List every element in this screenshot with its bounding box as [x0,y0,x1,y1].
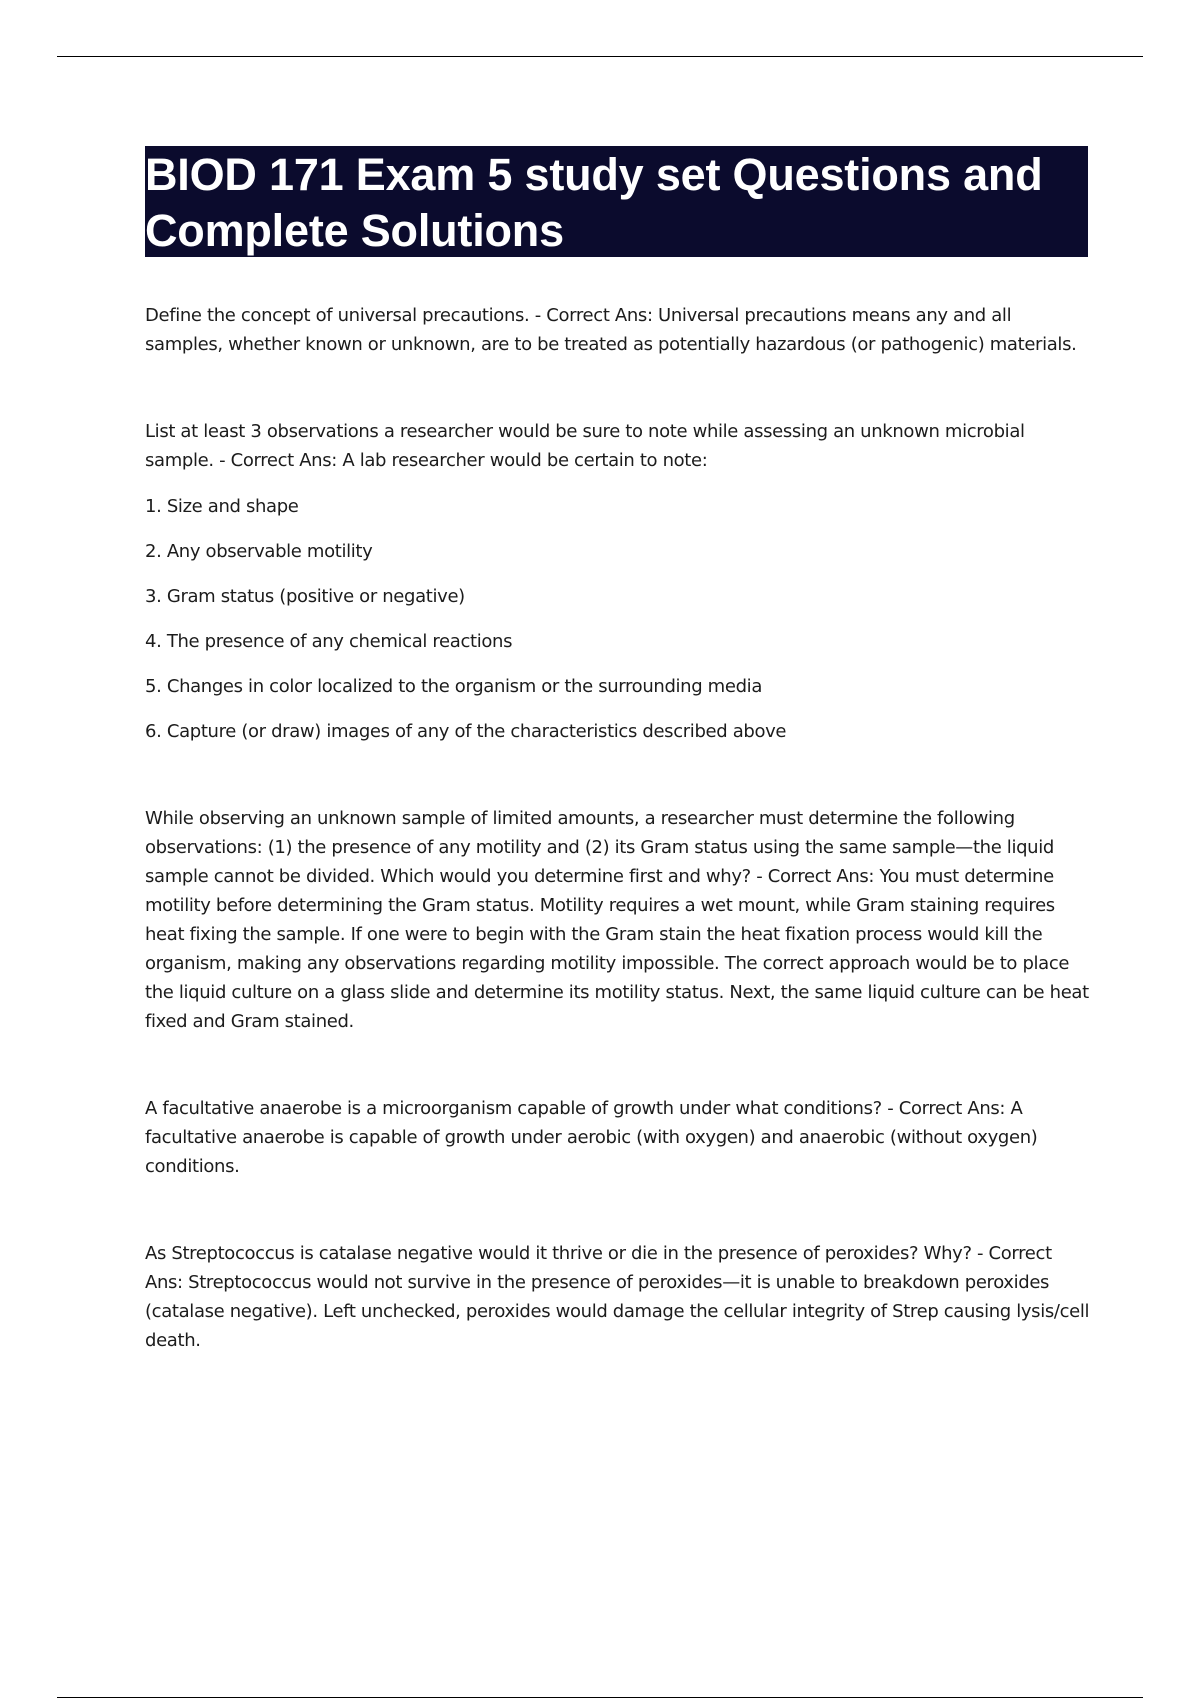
document-title: BIOD 171 Exam 5 study set Questions and Complete Solutions [145,149,1043,256]
qa-item-streptococcus: As Streptococcus is catalase negative would it thrive or die in the presence of peroxides? Why? - Correct Ans: Streptococcus would not survive in the presence of peroxides—it is unable to breakdown peroxides (catalase negative). Left unchecked, peroxides would damage the cellular integrity of Strep causing lysis/cell death. [145,1243,1090,1351]
list-item: 2. Any observable motility [145,541,373,562]
title-banner [145,146,1088,257]
qa-item-universal-precautions: Define the concept of universal precautions. - Correct Ans: Universal precautions means any and all samples, whether known or unknown, are to be treated as potentially hazardous (or pathogenic) materials. [145,305,1077,355]
list-item: 5. Changes in color localized to the organism or the surrounding media [145,676,762,697]
list-item: 6. Capture (or draw) images of any of the characteristics described above [145,721,787,742]
list-item: 3. Gram status (positive or negative) [145,586,465,607]
top-divider [57,56,1143,57]
qa-item-observations: List at least 3 observations a researcher would be sure to note while assessing an unknown microbial sample. - Correct Ans: A lab researcher would be certain to note: [145,421,1025,471]
document-body [145,301,1090,1355]
qa-item-facultative-anaerobe: A facultative anaerobe is a microorganism capable of growth under what conditions? - Correct Ans: A facultative anaerobe is capable of growth under aerobic (with oxygen) and anaerobic (without oxygen) conditions. [145,1098,1038,1177]
list-item: 4. The presence of any chemical reactions [145,631,513,652]
qa-item-motility-gram: While observing an unknown sample of limited amounts, a researcher must determine the following observations: (1) the presence of any motility and (2) its Gram status using the same sample—the liquid sample cannot be divided. Which would you determine first and why? - Correct Ans: You must determine motility before determining the Gram status. Motility requires a wet mount, while Gram staining requires heat fixing the sample. If one were to begin with the Gram stain the heat fixation process would kill the organism, making any observations regarding motility impossible. The correct approach would be to place the liquid culture on a glass slide and determine its motility status. Next, the same liquid culture can be heat fixed and Gram stained. [145,808,1089,1032]
list-item: 1. Size and shape [145,496,299,517]
bottom-divider [57,1697,1143,1698]
observations-list [145,492,1090,746]
